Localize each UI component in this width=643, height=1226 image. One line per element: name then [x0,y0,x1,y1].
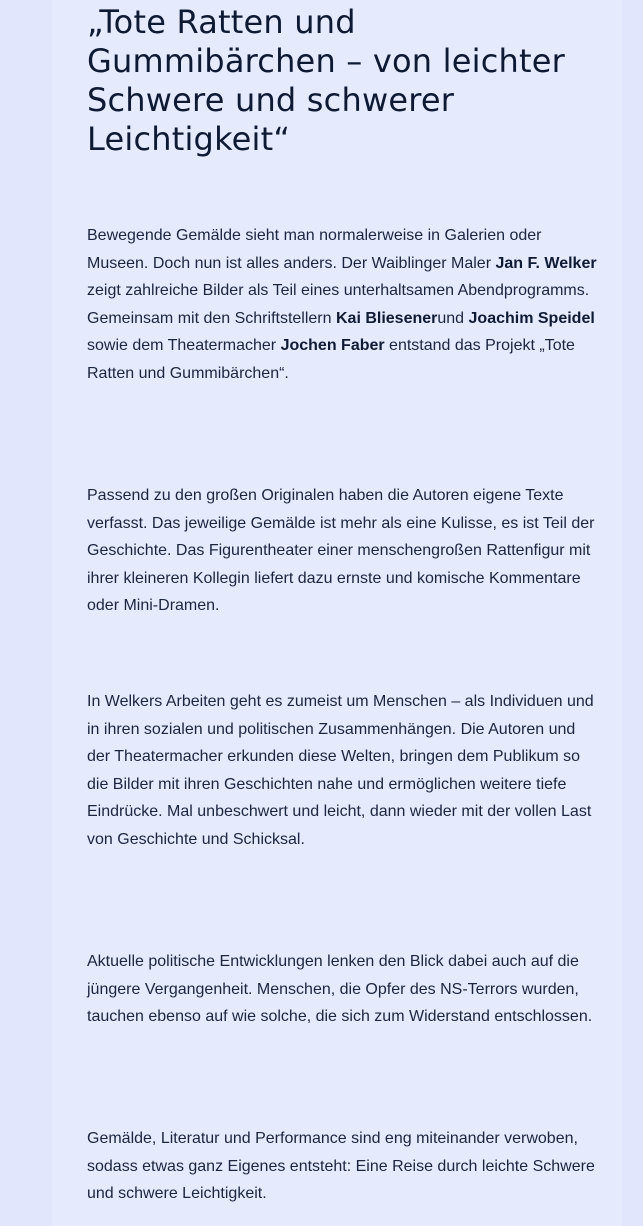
article-paragraph-4 [87,948,597,1031]
paragraph-text: Bewegende Gemälde sieht man normalerweise in Galerien oder Museen. Doch nun ist alles anders. Der Waiblinger Maler [87,227,542,272]
article-paragraph-3 [87,688,597,854]
article-paragraph-2 [87,482,597,620]
article-title: „Tote Ratten und Gummibärchen – von leichter Schwere und schwerer Leichtigkeit“ [87,3,565,158]
person-name: Joachim Speidel [468,309,595,327]
paragraph-text: Aktuelle politische Entwicklungen lenken den Blick dabei auch auf die jüngere Vergangenheit. Menschen, die Opfer des NS-Terrors wurden, tauchen ebenso auf wie solche, die sich zum Widerstand entschlossen. [87,953,593,1026]
person-name: Jan F. Welker [495,254,597,272]
paragraph-text: und [437,309,469,327]
person-name: Jochen Faber [280,337,385,355]
paragraph-text: sowie dem Theatermacher [87,337,281,355]
paragraph-text: In Welkers Arbeiten geht es zumeist um Menschen – als Individuen und in ihren sozialen und politischen Zusammenhängen. Die Autoren und der Theatermacher erkunden diese Welten, bringen dem Publikum so die Bilder mit ihren Geschichten nahe und ermöglichen weitere tiefe Eindrücke. Mal unbeschwert und leicht, dann wieder mit der vollen Last von Geschichte und Schicksal. [87,693,594,848]
paragraph-text: entstand das Projekt „Tote Ratten und Gummibärchen“. [87,337,575,382]
person-name: Kai Bliesener [335,309,438,327]
paragraph-text: Passend zu den großen Originalen haben die Autoren eigene Texte verfasst. Das jeweilige Gemälde ist mehr als eine Kulisse, es ist Teil der Geschichte. Das Figurentheater einer menschengroßen Rattenfigur mit ihrer kleineren Kollegin liefert dazu ernste und komische Kommentare oder Mini-Dramen. [87,487,595,615]
paragraph-text: zeigt zahlreiche Bilder als Teil eines unterhaltsamen Abendprogramms. Gemeinsam mit den Schriftstellern [87,282,590,327]
paragraph-text: Gemälde, Literatur und Performance sind eng miteinander verwoben, sodass etwas ganz Eigenes entsteht: Eine Reise durch leichte Schwere und schwere Leichtigkeit. [87,1130,595,1203]
article [87,0,597,1203]
article-paragraph-5 [87,1125,597,1208]
article-paragraph-1 [87,222,597,388]
